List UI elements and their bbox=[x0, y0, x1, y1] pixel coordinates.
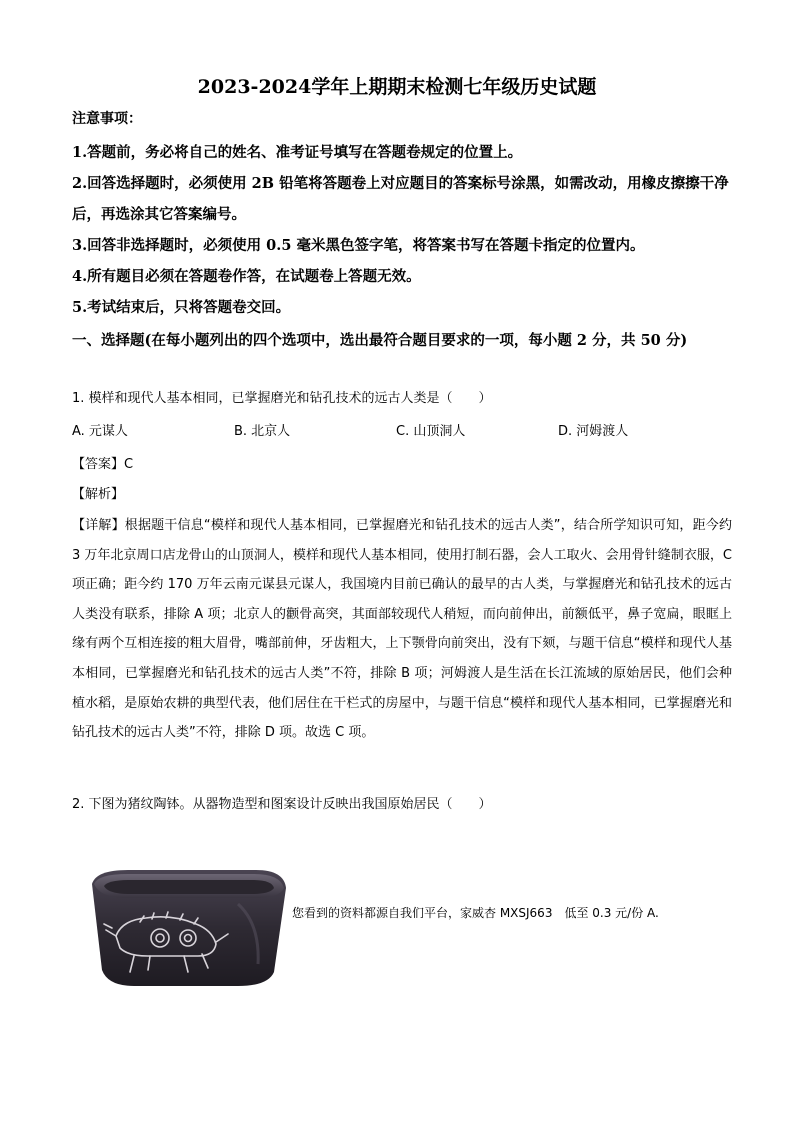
answer-label: 【答案】C bbox=[72, 457, 134, 472]
pig-pattern-pottery-bowl-image bbox=[88, 864, 288, 989]
notice-list bbox=[72, 137, 732, 323]
option-c: C. 山顶洞人 bbox=[396, 424, 466, 439]
notice-item-1: 1.答题前，务必将自己的姓名、准考证号填写在答题卷规定的位置上。 bbox=[72, 144, 523, 161]
option-a: A. 元谋人 bbox=[72, 424, 128, 439]
question-1-options bbox=[72, 420, 732, 442]
notice-item-4: 4.所有题目必须在答题卷作答，在试题卷上答题无效。 bbox=[72, 268, 421, 285]
question-1-detail: 【详解】根据题干信息“模样和现代人基本相同，已掌握磨光和钻孔技术的远古人类”，结合所学知识可知，距今约 3 万年北京周口店龙骨山的山顶洞人，模样和现代人基本相同，使用打制石器，会人工取火、会用骨针缝制衣服，C 项正确；距今约 170 万年云南元谋县元谋人，我国境内目前已确认的最早的古人类，与掌握磨光和钻孔技术的远古人类没有联系，排除 A 项；北京人的颧骨高突，其面部较现代人稍短，而向前伸出，前额低平，鼻子宽扁，眼眶上缘有两个互相连接的粗大眉骨，嘴部前伸，牙齿粗大，上下颚骨向前突出，没有下颏，与题干信息“模样和现代人基本相同，已掌握磨光和钻孔技术的远古人类”不符，排除 B 项；河姆渡人是生活在长江流域的原始居民，他们会种植水稻，是原始农耕的典型代表，他们居住在干栏式的房屋中，与题干信息“模样和现代人基本相同，已掌握磨光和钻孔技术的远古人类”不符，排除 D 项。故选 C 项。 bbox=[72, 518, 732, 741]
analysis-label: 【解析】 bbox=[72, 487, 125, 502]
section-heading: 一、选择题(在每小题列出的四个选项中，选出最符合题目要求的一项，每小题 2 分，共 50 分) bbox=[72, 332, 688, 349]
exam-title: 2023-2024学年上期期末检测七年级历史试题 bbox=[197, 76, 597, 98]
question-2-stem: 2. 下图为猪纹陶钵。从器物造型和图案设计反映出我国原始居民（ ） bbox=[72, 797, 492, 812]
notice-item-5: 5.考试结束后，只将答题卷交回。 bbox=[72, 299, 291, 316]
option-b: B. 北京人 bbox=[234, 424, 291, 439]
notice-item-3: 3.回答非选择题时，必须使用 0.5 毫米黑色签字笔，将答案书写在答题卡指定的位置内。 bbox=[72, 237, 645, 254]
watermark-caption: 您看到的资料都源自我们平台，家威杏 MXSJ663 低至 0.3 元/份 A. bbox=[292, 906, 659, 920]
notice-heading: 注意事项： bbox=[72, 111, 142, 127]
option-d: D. 河姆渡人 bbox=[558, 424, 629, 439]
notice-item-2: 2.回答选择题时，必须使用 2B 铅笔将答题卷上对应题目的答案标号涂黑，如需改动，用橡皮擦擦干净后，再选涂其它答案编号。 bbox=[72, 175, 729, 223]
question-1-stem: 1. 模样和现代人基本相同，已掌握磨光和钻孔技术的远古人类是（ ） bbox=[72, 391, 492, 406]
